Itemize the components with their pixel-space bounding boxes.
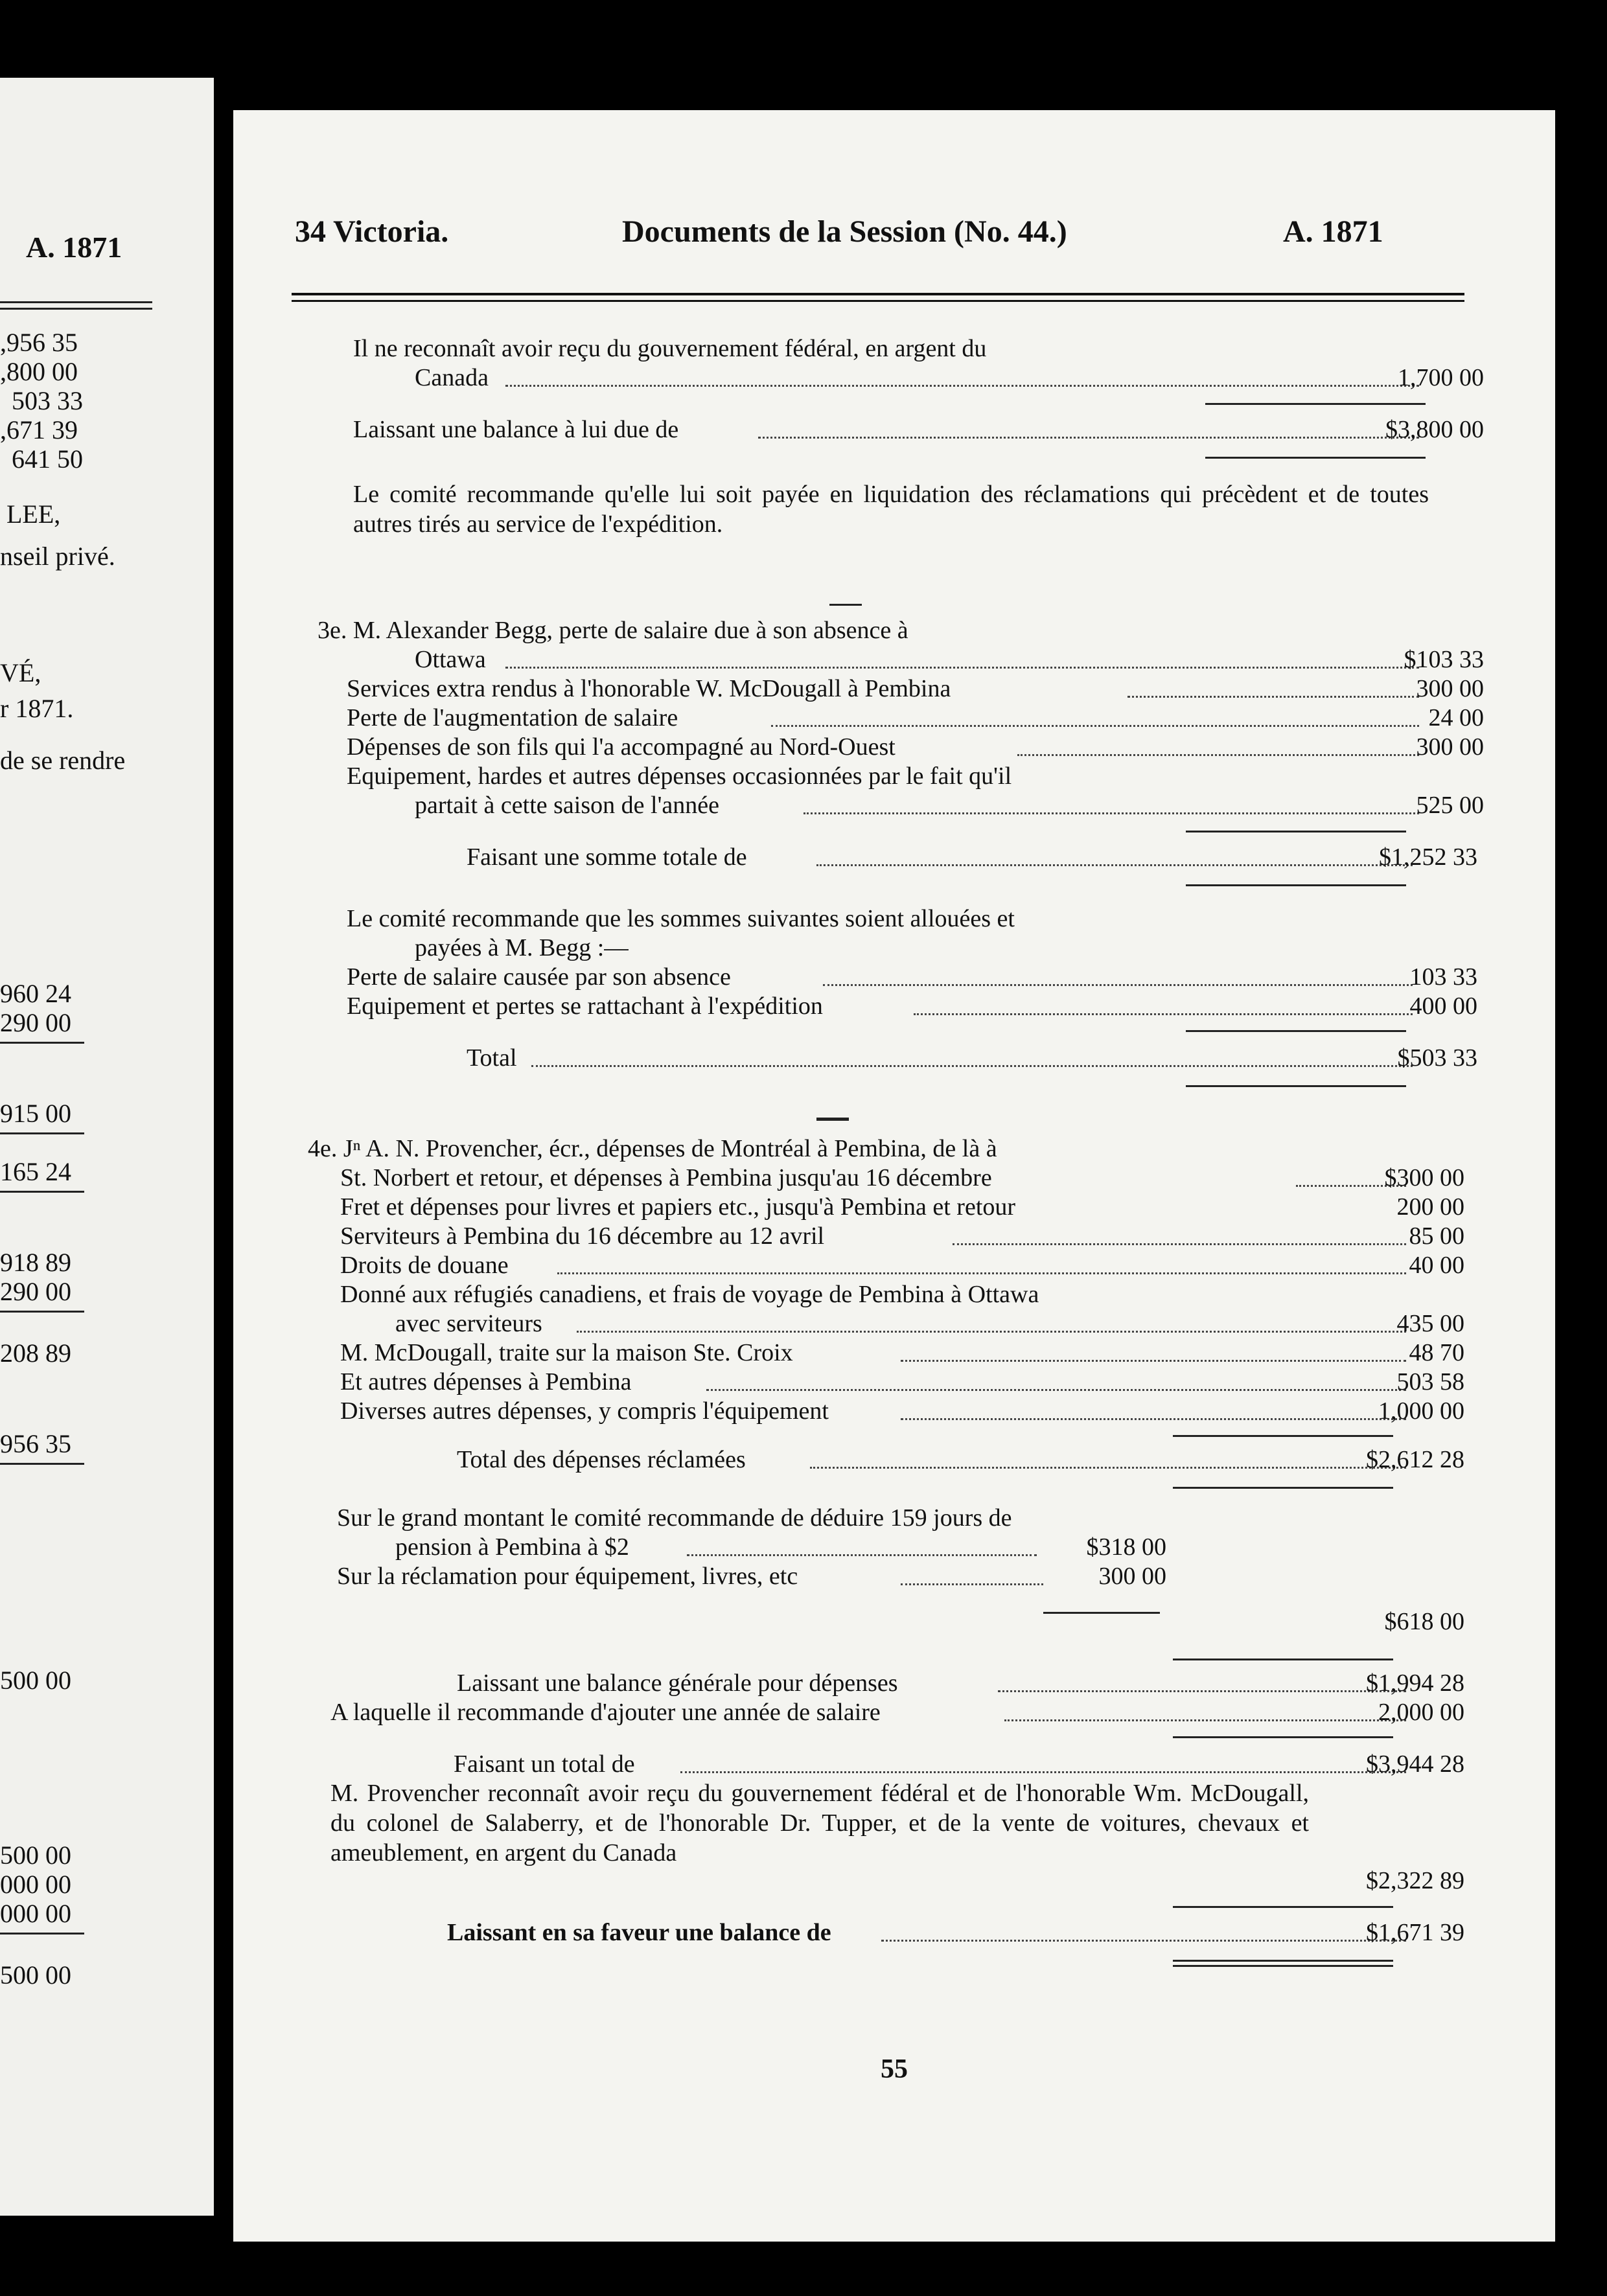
dot-leader [804, 812, 1419, 814]
section-separator [829, 604, 862, 606]
left-amount: 915 00 [0, 1099, 71, 1128]
left-amount: ,800 00 [0, 357, 78, 386]
page-number: 55 [881, 2054, 908, 2084]
left-amount: 641 50 [12, 444, 83, 474]
left-amount: ,671 39 [0, 415, 78, 444]
paragraph: M. Provencher reconnaît avoir reçu du gouvernement fédéral et de l'honorable Wm. McDougall, du colonel de Salaberry, et de l'honorable Dr. Tupper, et de la vente de voitures, chevaux et ameublement, en argent du Canada [330, 1780, 1309, 1866]
left-amount: 208 89 [0, 1338, 71, 1368]
dot-leader [505, 667, 1419, 669]
left-amount: 960 24 [0, 979, 71, 1008]
header-rule [292, 300, 1464, 302]
header-rule [292, 293, 1464, 295]
left-page-rule [0, 1933, 84, 1934]
dot-leader [505, 385, 1419, 387]
left-page-year: A. 1871 [26, 231, 122, 264]
dot-leader [758, 437, 1419, 439]
dot-leader [531, 1065, 1413, 1067]
dot-leader [771, 725, 1419, 727]
left-page-rule [0, 1132, 84, 1134]
left-amount: 000 00 [0, 1870, 71, 1899]
dot-leader [680, 1771, 1406, 1773]
dot-leader [557, 1272, 1406, 1274]
header-year: A. 1871 [1283, 214, 1383, 249]
left-page-rule [0, 1311, 84, 1313]
left-amount: 500 00 [0, 1960, 71, 1990]
dot-leader [577, 1331, 1406, 1333]
sum-rule [1205, 403, 1426, 405]
dot-leader [687, 1554, 1037, 1556]
sum-rule [1186, 1030, 1406, 1032]
sum-rule [1173, 1960, 1393, 1962]
document-page: 34 Victoria. Documents de la Session (No. 44.) A. 1871 Il ne reconnaît avoir reçu du gouvernement fédéral, en argent du Canada 1,700 00 Laissant une balance à lui due de $3,800 00 Le comité recommande qu'elle lui soit payée en liquidation des réclamations qui précèdent et de toutes autres tirés au service de l'expédition. 3e. M. Alexander Begg, perte de salaire due à son absence à Ottawa $103 33 Services extra rendus à l'honorable W. McDougall à Pembina 300 00 Perte de l'augmentation de salaire 24 00 Dépenses de son fils qui l'a accompagné au Nord-Ouest 300 00 Equipement, hardes et autres dépenses occasionnées par le fait qu'il partait à cette saison de l'année 525 00 Faisant une somme totale de $1,252 33 Le comité recommande que les sommes suivantes soient allouées et payées à M. Begg :— Perte de salaire causée par son absence 103 33 Equipement et pertes se rattachant à l'expédition 400 00 Total $503 33 4e. Jⁿ A. N. Provencher, écr., dépenses de Montréal à Pembina, de là à St. Norbert et retour, et dépenses à Pembina jusqu'au 16 décembre $300 00 Fret et dépenses pour livres et papiers etc., jusqu'à Pembina et retour 200 00 Serviteurs à Pembina du 16 décembre au 12 avril 85 00 Droits de douane 40 00 Donné aux réfugiés canadiens, et frais de voyage de Pembina à Ottawa avec serviteurs 435 00 M. McDougall, traite sur la maison Ste. Croix 48 70 Et autres dépenses à Pembina 503 58 Diverses autres dépenses, y compris l'équipement 1,000 00 Total des dépenses réclamées $2,612 28 Sur le grand montant le comité recommande de déduire 159 jours de pension à Pembina à $2 $318 00 Sur la réclamation pour équipement, livres, etc 300 00 $618 00 Laissant une balance générale pour dépenses $1,994 28 A laquelle il recommande d'ajouter une année de salaire 2,000 00 Faisant un total de $3,944 28 M. Provencher reconnaît avoir reçu du gouvernement fédéral et de l'honorable Wm. McDougall, du colonel de Salaberry, et de l'honorable Dr. Tupper, et de la vente de voitures, chevaux et ameublement, en argent du Canada $2,322 89 Laissant en sa faveur une balance de $1,671 39 55 [233, 110, 1555, 2242]
left-date: r 1871. [0, 694, 74, 723]
sum-rule [1186, 884, 1406, 886]
dot-leader [706, 1389, 1406, 1391]
section-separator [816, 1118, 849, 1121]
left-amount: 290 00 [0, 1277, 71, 1306]
previous-page-fragment [0, 78, 214, 2216]
header-volume: 34 Victoria. [295, 214, 449, 249]
left-page-rule [0, 301, 152, 303]
left-amount: 918 89 [0, 1248, 71, 1277]
left-amount: 956 35 [0, 1429, 71, 1458]
left-page-rule [0, 1042, 84, 1044]
dot-leader [823, 984, 1413, 986]
left-se-rendre: de se rendre [0, 746, 126, 775]
sum-rule [1173, 1736, 1393, 1738]
sum-rule [1173, 1435, 1393, 1437]
sum-rule [1173, 1659, 1393, 1660]
left-name: LEE, [6, 499, 61, 529]
dot-leader [901, 1583, 1043, 1585]
paragraph: Le comité recommande qu'elle lui soit payée en liquidation des réclamations qui précèdent et de toutes autres tirés au service de l'expédition. [353, 481, 1429, 538]
left-page-rule [0, 1463, 84, 1465]
left-amount: 290 00 [0, 1008, 71, 1037]
header-title: Documents de la Session (No. 44.) [622, 214, 1067, 249]
page-header [233, 214, 1555, 266]
left-page-rule [0, 1191, 84, 1193]
left-amount: ,956 35 [0, 328, 78, 357]
left-amount: 165 24 [0, 1157, 71, 1186]
book-gutter [214, 0, 233, 2296]
dot-leader [816, 864, 1413, 866]
sum-rule [1205, 457, 1426, 459]
sum-rule [1173, 1906, 1393, 1908]
left-amount: 500 00 [0, 1841, 71, 1870]
sum-rule [1186, 831, 1406, 832]
left-council: nseil privé. [0, 542, 115, 571]
sum-rule [1043, 1612, 1160, 1614]
left-amount: 000 00 [0, 1899, 71, 1928]
sum-rule [1186, 1085, 1406, 1087]
left-page-rule [0, 308, 152, 310]
left-amount: 500 00 [0, 1666, 71, 1695]
sum-rule [1173, 1487, 1393, 1489]
left-ve: VÉ, [0, 658, 41, 687]
sum-rule [1173, 1965, 1393, 1967]
left-amount: 503 33 [12, 386, 83, 415]
